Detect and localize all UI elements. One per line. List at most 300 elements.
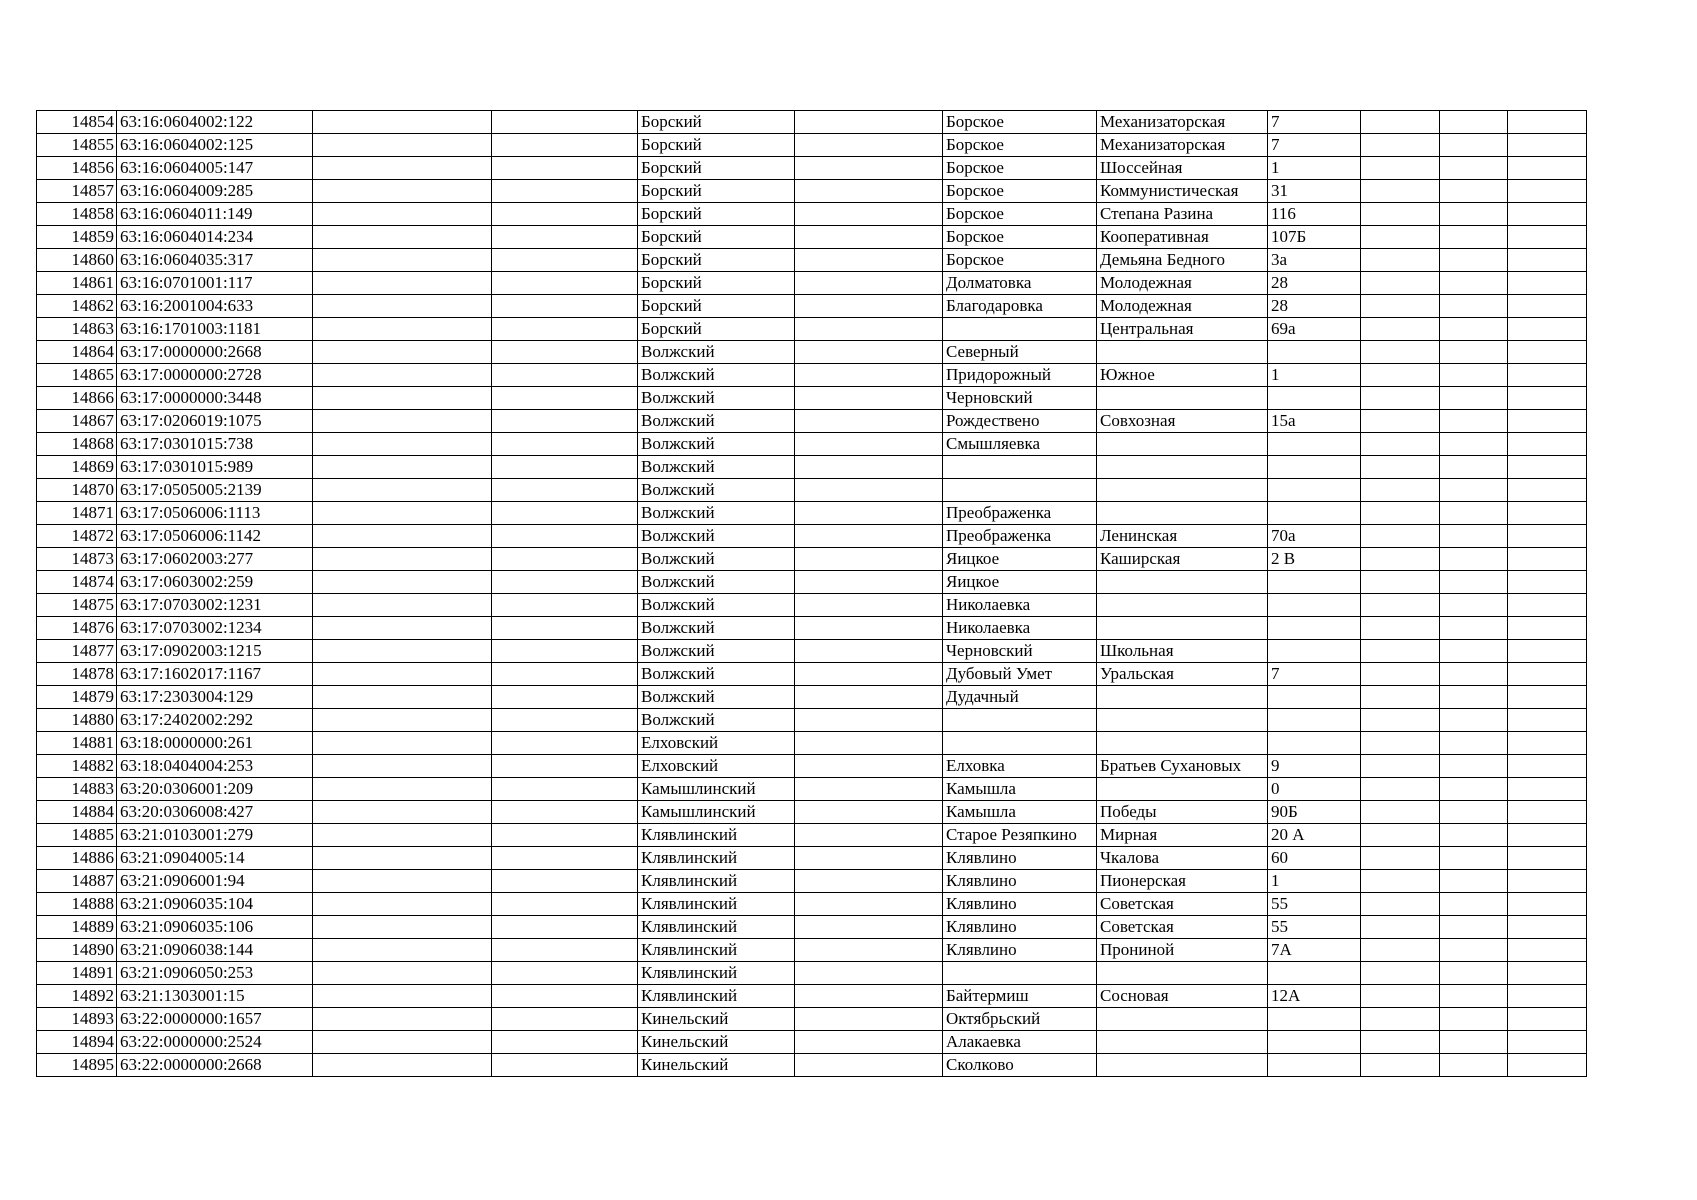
empty-cell: [795, 226, 943, 249]
empty-cell: [1440, 870, 1508, 893]
table-row: [37, 686, 1587, 709]
empty-cell: [1361, 824, 1440, 847]
empty-cell: [1508, 456, 1587, 479]
row-number-cell: 14861: [37, 272, 117, 295]
empty-cell: [1361, 1054, 1440, 1077]
row-number-cell: 14854: [37, 111, 117, 134]
empty-cell: [795, 801, 943, 824]
house-number-cell: [1268, 1031, 1361, 1054]
empty-cell: [492, 502, 638, 525]
table-row: [37, 410, 1587, 433]
cadastral-number-cell: 63:22:0000000:1657: [117, 1008, 313, 1031]
district-cell: Елховский: [638, 755, 795, 778]
district-cell: Борский: [638, 111, 795, 134]
street-cell: Демьяна Бедного: [1097, 249, 1268, 272]
street-cell: [1097, 1031, 1268, 1054]
empty-cell: [1440, 778, 1508, 801]
street-cell: [1097, 479, 1268, 502]
table-body: [37, 111, 1587, 1077]
cadastral-number-cell: 63:17:0000000:2728: [117, 364, 313, 387]
empty-cell: [313, 272, 492, 295]
empty-cell: [1508, 755, 1587, 778]
table-row: [37, 249, 1587, 272]
empty-cell: [1508, 318, 1587, 341]
street-cell: [1097, 617, 1268, 640]
empty-cell: [1440, 686, 1508, 709]
empty-cell: [1361, 157, 1440, 180]
empty-cell: [795, 962, 943, 985]
street-cell: [1097, 341, 1268, 364]
locality-cell: Борское: [943, 203, 1097, 226]
table-row: [37, 226, 1587, 249]
empty-cell: [1361, 295, 1440, 318]
house-number-cell: 55: [1268, 916, 1361, 939]
empty-cell: [1508, 249, 1587, 272]
row-number-cell: 14872: [37, 525, 117, 548]
street-cell: Мирная: [1097, 824, 1268, 847]
empty-cell: [492, 111, 638, 134]
empty-cell: [1440, 410, 1508, 433]
empty-cell: [492, 1054, 638, 1077]
locality-cell: Черновский: [943, 640, 1097, 663]
empty-cell: [313, 824, 492, 847]
street-cell: Прониной: [1097, 939, 1268, 962]
empty-cell: [313, 318, 492, 341]
empty-cell: [795, 985, 943, 1008]
locality-cell: Сколково: [943, 1054, 1097, 1077]
empty-cell: [313, 893, 492, 916]
empty-cell: [795, 778, 943, 801]
street-cell: [1097, 456, 1268, 479]
district-cell: Борский: [638, 272, 795, 295]
empty-cell: [795, 134, 943, 157]
empty-cell: [1440, 249, 1508, 272]
table-row: [37, 847, 1587, 870]
table-row: [37, 180, 1587, 203]
house-number-cell: 3а: [1268, 249, 1361, 272]
empty-cell: [1440, 387, 1508, 410]
row-number-cell: 14879: [37, 686, 117, 709]
empty-cell: [313, 1031, 492, 1054]
street-cell: Победы: [1097, 801, 1268, 824]
empty-cell: [1361, 939, 1440, 962]
locality-cell: Долматовка: [943, 272, 1097, 295]
empty-cell: [795, 1054, 943, 1077]
street-cell: [1097, 571, 1268, 594]
empty-cell: [313, 525, 492, 548]
table-row: [37, 640, 1587, 663]
locality-cell: Камышла: [943, 778, 1097, 801]
empty-cell: [1508, 824, 1587, 847]
house-number-cell: 55: [1268, 893, 1361, 916]
empty-cell: [1361, 134, 1440, 157]
empty-cell: [1440, 1031, 1508, 1054]
empty-cell: [1361, 226, 1440, 249]
house-number-cell: 69а: [1268, 318, 1361, 341]
district-cell: Волжский: [638, 640, 795, 663]
street-cell: [1097, 387, 1268, 410]
house-number-cell: 2 В: [1268, 548, 1361, 571]
table-row: [37, 502, 1587, 525]
cadastral-number-cell: 63:21:0103001:279: [117, 824, 313, 847]
table-row: [37, 870, 1587, 893]
empty-cell: [492, 778, 638, 801]
cadastral-number-cell: 63:17:0703002:1234: [117, 617, 313, 640]
empty-cell: [795, 387, 943, 410]
house-number-cell: 1: [1268, 364, 1361, 387]
empty-cell: [1508, 893, 1587, 916]
empty-cell: [492, 732, 638, 755]
table-row: [37, 985, 1587, 1008]
empty-cell: [1508, 686, 1587, 709]
empty-cell: [1361, 709, 1440, 732]
empty-cell: [313, 134, 492, 157]
row-number-cell: 14859: [37, 226, 117, 249]
empty-cell: [313, 939, 492, 962]
district-cell: Клявлинский: [638, 870, 795, 893]
row-number-cell: 14868: [37, 433, 117, 456]
house-number-cell: 7: [1268, 111, 1361, 134]
empty-cell: [313, 755, 492, 778]
empty-cell: [1361, 479, 1440, 502]
street-cell: [1097, 778, 1268, 801]
empty-cell: [492, 548, 638, 571]
empty-cell: [1508, 778, 1587, 801]
empty-cell: [1508, 364, 1587, 387]
empty-cell: [313, 985, 492, 1008]
house-number-cell: 9: [1268, 755, 1361, 778]
table-row: [37, 111, 1587, 134]
district-cell: Борский: [638, 157, 795, 180]
street-cell: Каширская: [1097, 548, 1268, 571]
district-cell: Клявлинский: [638, 939, 795, 962]
empty-cell: [313, 479, 492, 502]
empty-cell: [492, 1008, 638, 1031]
empty-cell: [1508, 203, 1587, 226]
district-cell: Борский: [638, 134, 795, 157]
row-number-cell: 14875: [37, 594, 117, 617]
empty-cell: [1440, 801, 1508, 824]
cadastral-number-cell: 63:17:0602003:277: [117, 548, 313, 571]
table-row: [37, 456, 1587, 479]
row-number-cell: 14876: [37, 617, 117, 640]
district-cell: Клявлинский: [638, 824, 795, 847]
empty-cell: [313, 962, 492, 985]
empty-cell: [1361, 249, 1440, 272]
empty-cell: [1440, 755, 1508, 778]
district-cell: Волжский: [638, 410, 795, 433]
empty-cell: [1361, 318, 1440, 341]
cadastral-number-cell: 63:17:2303004:129: [117, 686, 313, 709]
table-row: [37, 571, 1587, 594]
house-number-cell: 1: [1268, 870, 1361, 893]
cadastral-number-cell: 63:20:0306001:209: [117, 778, 313, 801]
cadastral-number-cell: 63:22:0000000:2668: [117, 1054, 313, 1077]
district-cell: Борский: [638, 203, 795, 226]
empty-cell: [1440, 962, 1508, 985]
empty-cell: [313, 111, 492, 134]
empty-cell: [1508, 985, 1587, 1008]
district-cell: Волжский: [638, 433, 795, 456]
empty-cell: [492, 916, 638, 939]
empty-cell: [492, 893, 638, 916]
empty-cell: [1440, 272, 1508, 295]
empty-cell: [313, 686, 492, 709]
empty-cell: [1361, 387, 1440, 410]
empty-cell: [492, 341, 638, 364]
table-row: [37, 778, 1587, 801]
empty-cell: [1440, 318, 1508, 341]
district-cell: Камышлинский: [638, 801, 795, 824]
district-cell: Волжский: [638, 594, 795, 617]
cadastral-number-cell: 63:16:0604011:149: [117, 203, 313, 226]
empty-cell: [1440, 571, 1508, 594]
empty-cell: [795, 1008, 943, 1031]
row-number-cell: 14892: [37, 985, 117, 1008]
locality-cell: [943, 456, 1097, 479]
table-row: [37, 157, 1587, 180]
row-number-cell: 14862: [37, 295, 117, 318]
empty-cell: [1361, 732, 1440, 755]
locality-cell: Старое Резяпкино: [943, 824, 1097, 847]
house-number-cell: [1268, 617, 1361, 640]
row-number-cell: 14860: [37, 249, 117, 272]
locality-cell: Октябрьский: [943, 1008, 1097, 1031]
house-number-cell: [1268, 962, 1361, 985]
empty-cell: [795, 594, 943, 617]
empty-cell: [1508, 433, 1587, 456]
locality-cell: Смышляевка: [943, 433, 1097, 456]
empty-cell: [492, 134, 638, 157]
empty-cell: [313, 249, 492, 272]
empty-cell: [313, 226, 492, 249]
cadastral-number-cell: 63:16:1701003:1181: [117, 318, 313, 341]
empty-cell: [1361, 778, 1440, 801]
house-number-cell: [1268, 433, 1361, 456]
row-number-cell: 14878: [37, 663, 117, 686]
empty-cell: [1361, 870, 1440, 893]
locality-cell: Клявлино: [943, 916, 1097, 939]
cadastral-number-cell: 63:21:0906050:253: [117, 962, 313, 985]
empty-cell: [1361, 571, 1440, 594]
table-row: [37, 134, 1587, 157]
house-number-cell: 28: [1268, 295, 1361, 318]
street-cell: Южное: [1097, 364, 1268, 387]
row-number-cell: 14888: [37, 893, 117, 916]
empty-cell: [1361, 686, 1440, 709]
empty-cell: [313, 1008, 492, 1031]
house-number-cell: 107Б: [1268, 226, 1361, 249]
empty-cell: [492, 456, 638, 479]
empty-cell: [795, 433, 943, 456]
empty-cell: [492, 594, 638, 617]
empty-cell: [1361, 272, 1440, 295]
empty-cell: [1440, 617, 1508, 640]
empty-cell: [1361, 847, 1440, 870]
empty-cell: [492, 939, 638, 962]
house-number-cell: 90Б: [1268, 801, 1361, 824]
street-cell: Школьная: [1097, 640, 1268, 663]
cadastral-number-cell: 63:17:0301015:738: [117, 433, 313, 456]
locality-cell: Алакаевка: [943, 1031, 1097, 1054]
empty-cell: [492, 801, 638, 824]
empty-cell: [313, 617, 492, 640]
empty-cell: [1440, 640, 1508, 663]
empty-cell: [1361, 640, 1440, 663]
locality-cell: Дубовый Умет: [943, 663, 1097, 686]
locality-cell: Рождествено: [943, 410, 1097, 433]
cadastral-number-cell: 63:22:0000000:2524: [117, 1031, 313, 1054]
empty-cell: [492, 410, 638, 433]
locality-cell: Яицкое: [943, 548, 1097, 571]
empty-cell: [313, 364, 492, 387]
row-number-cell: 14869: [37, 456, 117, 479]
empty-cell: [1361, 594, 1440, 617]
empty-cell: [1440, 479, 1508, 502]
empty-cell: [492, 479, 638, 502]
empty-cell: [1440, 226, 1508, 249]
house-number-cell: 28: [1268, 272, 1361, 295]
house-number-cell: [1268, 387, 1361, 410]
locality-cell: Придорожный: [943, 364, 1097, 387]
street-cell: Механизаторская: [1097, 111, 1268, 134]
district-cell: Волжский: [638, 456, 795, 479]
table-row: [37, 962, 1587, 985]
empty-cell: [492, 617, 638, 640]
empty-cell: [492, 870, 638, 893]
empty-cell: [1508, 962, 1587, 985]
empty-cell: [1361, 456, 1440, 479]
row-number-cell: 14882: [37, 755, 117, 778]
empty-cell: [1361, 985, 1440, 1008]
empty-cell: [795, 1031, 943, 1054]
street-cell: Пионерская: [1097, 870, 1268, 893]
row-number-cell: 14890: [37, 939, 117, 962]
table-row: [37, 272, 1587, 295]
street-cell: Советская: [1097, 893, 1268, 916]
empty-cell: [313, 778, 492, 801]
empty-cell: [313, 663, 492, 686]
house-number-cell: 31: [1268, 180, 1361, 203]
empty-cell: [1508, 571, 1587, 594]
street-cell: [1097, 732, 1268, 755]
street-cell: [1097, 502, 1268, 525]
row-number-cell: 14864: [37, 341, 117, 364]
house-number-cell: 12А: [1268, 985, 1361, 1008]
empty-cell: [795, 755, 943, 778]
empty-cell: [795, 341, 943, 364]
empty-cell: [1361, 1031, 1440, 1054]
street-cell: Молодежная: [1097, 272, 1268, 295]
district-cell: Волжский: [638, 686, 795, 709]
cadastral-number-cell: 63:18:0404004:253: [117, 755, 313, 778]
house-number-cell: [1268, 732, 1361, 755]
empty-cell: [795, 456, 943, 479]
district-cell: Волжский: [638, 571, 795, 594]
empty-cell: [313, 341, 492, 364]
street-cell: Уральская: [1097, 663, 1268, 686]
street-cell: Шоссейная: [1097, 157, 1268, 180]
empty-cell: [1508, 387, 1587, 410]
empty-cell: [1440, 893, 1508, 916]
table-row: [37, 387, 1587, 410]
row-number-cell: 14874: [37, 571, 117, 594]
empty-cell: [492, 686, 638, 709]
empty-cell: [1508, 617, 1587, 640]
empty-cell: [1508, 548, 1587, 571]
row-number-cell: 14891: [37, 962, 117, 985]
district-cell: Волжский: [638, 341, 795, 364]
row-number-cell: 14866: [37, 387, 117, 410]
empty-cell: [313, 456, 492, 479]
row-number-cell: 14867: [37, 410, 117, 433]
locality-cell: Клявлино: [943, 893, 1097, 916]
cadastral-number-cell: 63:17:0505005:2139: [117, 479, 313, 502]
table-row: [37, 525, 1587, 548]
empty-cell: [313, 548, 492, 571]
table-row: [37, 893, 1587, 916]
district-cell: Борский: [638, 318, 795, 341]
empty-cell: [492, 824, 638, 847]
empty-cell: [313, 870, 492, 893]
empty-cell: [1361, 801, 1440, 824]
table-row: [37, 755, 1587, 778]
empty-cell: [795, 364, 943, 387]
empty-cell: [313, 594, 492, 617]
row-number-cell: 14884: [37, 801, 117, 824]
house-number-cell: 60: [1268, 847, 1361, 870]
empty-cell: [795, 525, 943, 548]
locality-cell: Преображенка: [943, 525, 1097, 548]
empty-cell: [1508, 226, 1587, 249]
table-row: [37, 617, 1587, 640]
empty-cell: [795, 548, 943, 571]
empty-cell: [313, 180, 492, 203]
empty-cell: [1440, 847, 1508, 870]
empty-cell: [1440, 916, 1508, 939]
table-row: [37, 1008, 1587, 1031]
row-number-cell: 14883: [37, 778, 117, 801]
table-row: [37, 663, 1587, 686]
empty-cell: [795, 732, 943, 755]
row-number-cell: 14863: [37, 318, 117, 341]
table-row: [37, 295, 1587, 318]
empty-cell: [795, 617, 943, 640]
empty-cell: [795, 295, 943, 318]
empty-cell: [492, 157, 638, 180]
district-cell: Борский: [638, 180, 795, 203]
empty-cell: [1440, 525, 1508, 548]
empty-cell: [492, 847, 638, 870]
street-cell: [1097, 1008, 1268, 1031]
district-cell: Елховский: [638, 732, 795, 755]
row-number-cell: 14856: [37, 157, 117, 180]
empty-cell: [1440, 157, 1508, 180]
empty-cell: [1361, 364, 1440, 387]
empty-cell: [1508, 272, 1587, 295]
row-number-cell: 14894: [37, 1031, 117, 1054]
street-cell: Кооперативная: [1097, 226, 1268, 249]
empty-cell: [1508, 180, 1587, 203]
empty-cell: [313, 640, 492, 663]
empty-cell: [1440, 732, 1508, 755]
empty-cell: [492, 525, 638, 548]
empty-cell: [313, 709, 492, 732]
district-cell: Клявлинский: [638, 916, 795, 939]
empty-cell: [1508, 801, 1587, 824]
street-cell: Центральная: [1097, 318, 1268, 341]
house-number-cell: 20 А: [1268, 824, 1361, 847]
